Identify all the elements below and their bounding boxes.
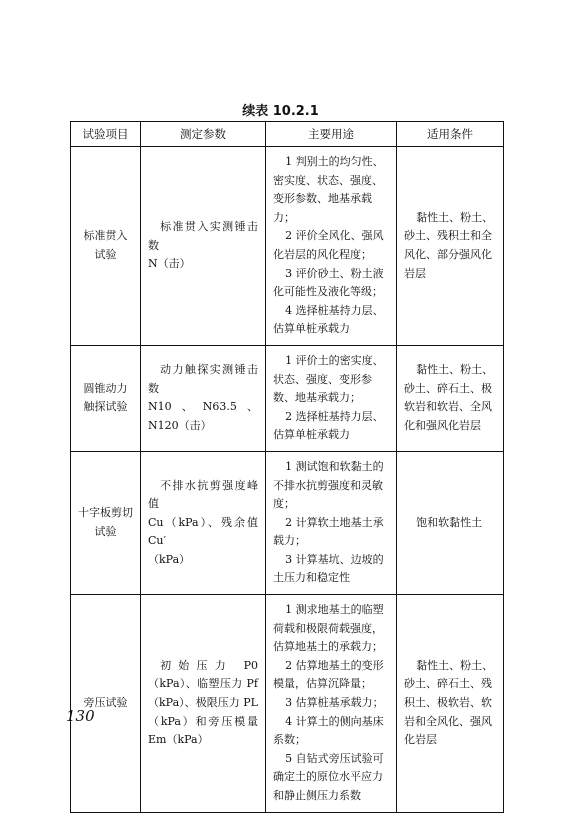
cell-item (71, 345, 141, 451)
use-line: 1 评价土的密实度、状态、强度、变形参数、地基承载力； (273, 353, 384, 405)
use-line: 1 判别土的均匀性、密实度、状态、强度、变形参数、地基承载力； (273, 155, 384, 224)
table-caption: 续表 10.2.1 (242, 104, 319, 119)
cell-cond (397, 451, 504, 594)
item-line: 十字板剪切 (78, 506, 133, 520)
param-line: 标准贯入实测锤击数 (148, 220, 258, 252)
cond-text: 黏性土、粉土、砂土、残积土和全风化、部分强风化岩层 (404, 210, 494, 280)
header-param: 测定参数 (141, 122, 266, 147)
use-line: 1 测试饱和软黏土的不排水抗剪强度和灵敏度； (273, 459, 384, 511)
test-methods-table (70, 121, 504, 813)
param-line: N（击） (148, 257, 191, 271)
table-row (71, 345, 504, 451)
cell-use (266, 345, 397, 451)
use-line: 3 评价砂土、粉土液化可能性及液化等级； (273, 266, 384, 299)
header-row (71, 122, 504, 147)
item-line: 触探试验 (83, 400, 128, 414)
cell-param (141, 451, 266, 594)
cell-cond (397, 345, 504, 451)
cond-text: 黏性土、粉土、砂土、碎石土、残积土、极软岩、软岩和全风化、强风化岩层 (404, 658, 494, 747)
param-line: 动力触探实测锤击数 (148, 363, 258, 395)
table-row (71, 147, 504, 346)
use-line: 2 计算软土地基土承载力； (273, 515, 384, 548)
param-line: 初始压力 P0（kPa）、临塑压力 Pf（kPa）、极限压力 PL（kPa）和旁压模量 Em（kPa） (148, 658, 258, 747)
page-number: 130 (66, 707, 95, 725)
use-line: 5 自钻式旁压试验可确定土的原位水平应力和静止侧压力系数 (273, 751, 384, 802)
cell-use (266, 595, 397, 813)
item-line: 旁压试验 (83, 696, 128, 710)
header-item: 试验项目 (71, 122, 141, 147)
use-line: 1 测求地基土的临塑荷载和极限荷载强度，估算地基土的承载力； (273, 603, 384, 654)
cell-item (71, 595, 141, 813)
use-line: 2 估算地基土的变形模量，估算沉降量； (273, 658, 384, 691)
param-line: （kPa） (148, 552, 191, 566)
cell-use (266, 147, 397, 346)
cell-use (266, 451, 397, 594)
use-line: 4 选择桩基持力层、估算单桩承载力 (273, 303, 384, 336)
use-line: 2 选择桩基持力层、估算单桩承载力 (273, 409, 384, 442)
param-line: N10、N63.5、N120（击） (148, 400, 258, 433)
cell-cond (397, 147, 504, 346)
use-line: 2 评价全风化、强风化岩层的风化程度； (273, 229, 384, 261)
header-cond: 适用条件 (397, 122, 504, 147)
table-row (71, 595, 504, 813)
item-line: 标准贯入 (83, 229, 128, 243)
item-line: 圆锥动力 (83, 381, 128, 395)
cell-param (141, 147, 266, 346)
cond-text: 饱和软黏性土 (416, 515, 483, 529)
cell-param (141, 595, 266, 813)
cell-item (71, 147, 141, 346)
use-line: 3 估算桩基承载力； (285, 696, 384, 710)
use-line: 3 计算基坑、边坡的土压力和稳定性 (273, 552, 384, 585)
item-line: 试验 (94, 247, 117, 261)
use-line: 4 计算土的侧向基床系数； (273, 714, 384, 747)
param-line: Cu（kPa）、残余值 Cu′ (148, 515, 258, 548)
item-line: 试验 (94, 524, 117, 538)
cond-text: 黏性土、粉土、砂土、碎石土、极软岩和软岩、全风化和强风化岩层 (404, 363, 494, 433)
table-row (71, 451, 504, 594)
cell-param (141, 345, 266, 451)
cell-cond (397, 595, 504, 813)
cell-item (71, 451, 141, 594)
param-line: 不排水抗剪强度峰值 (148, 478, 258, 511)
header-use: 主要用途 (266, 122, 397, 147)
